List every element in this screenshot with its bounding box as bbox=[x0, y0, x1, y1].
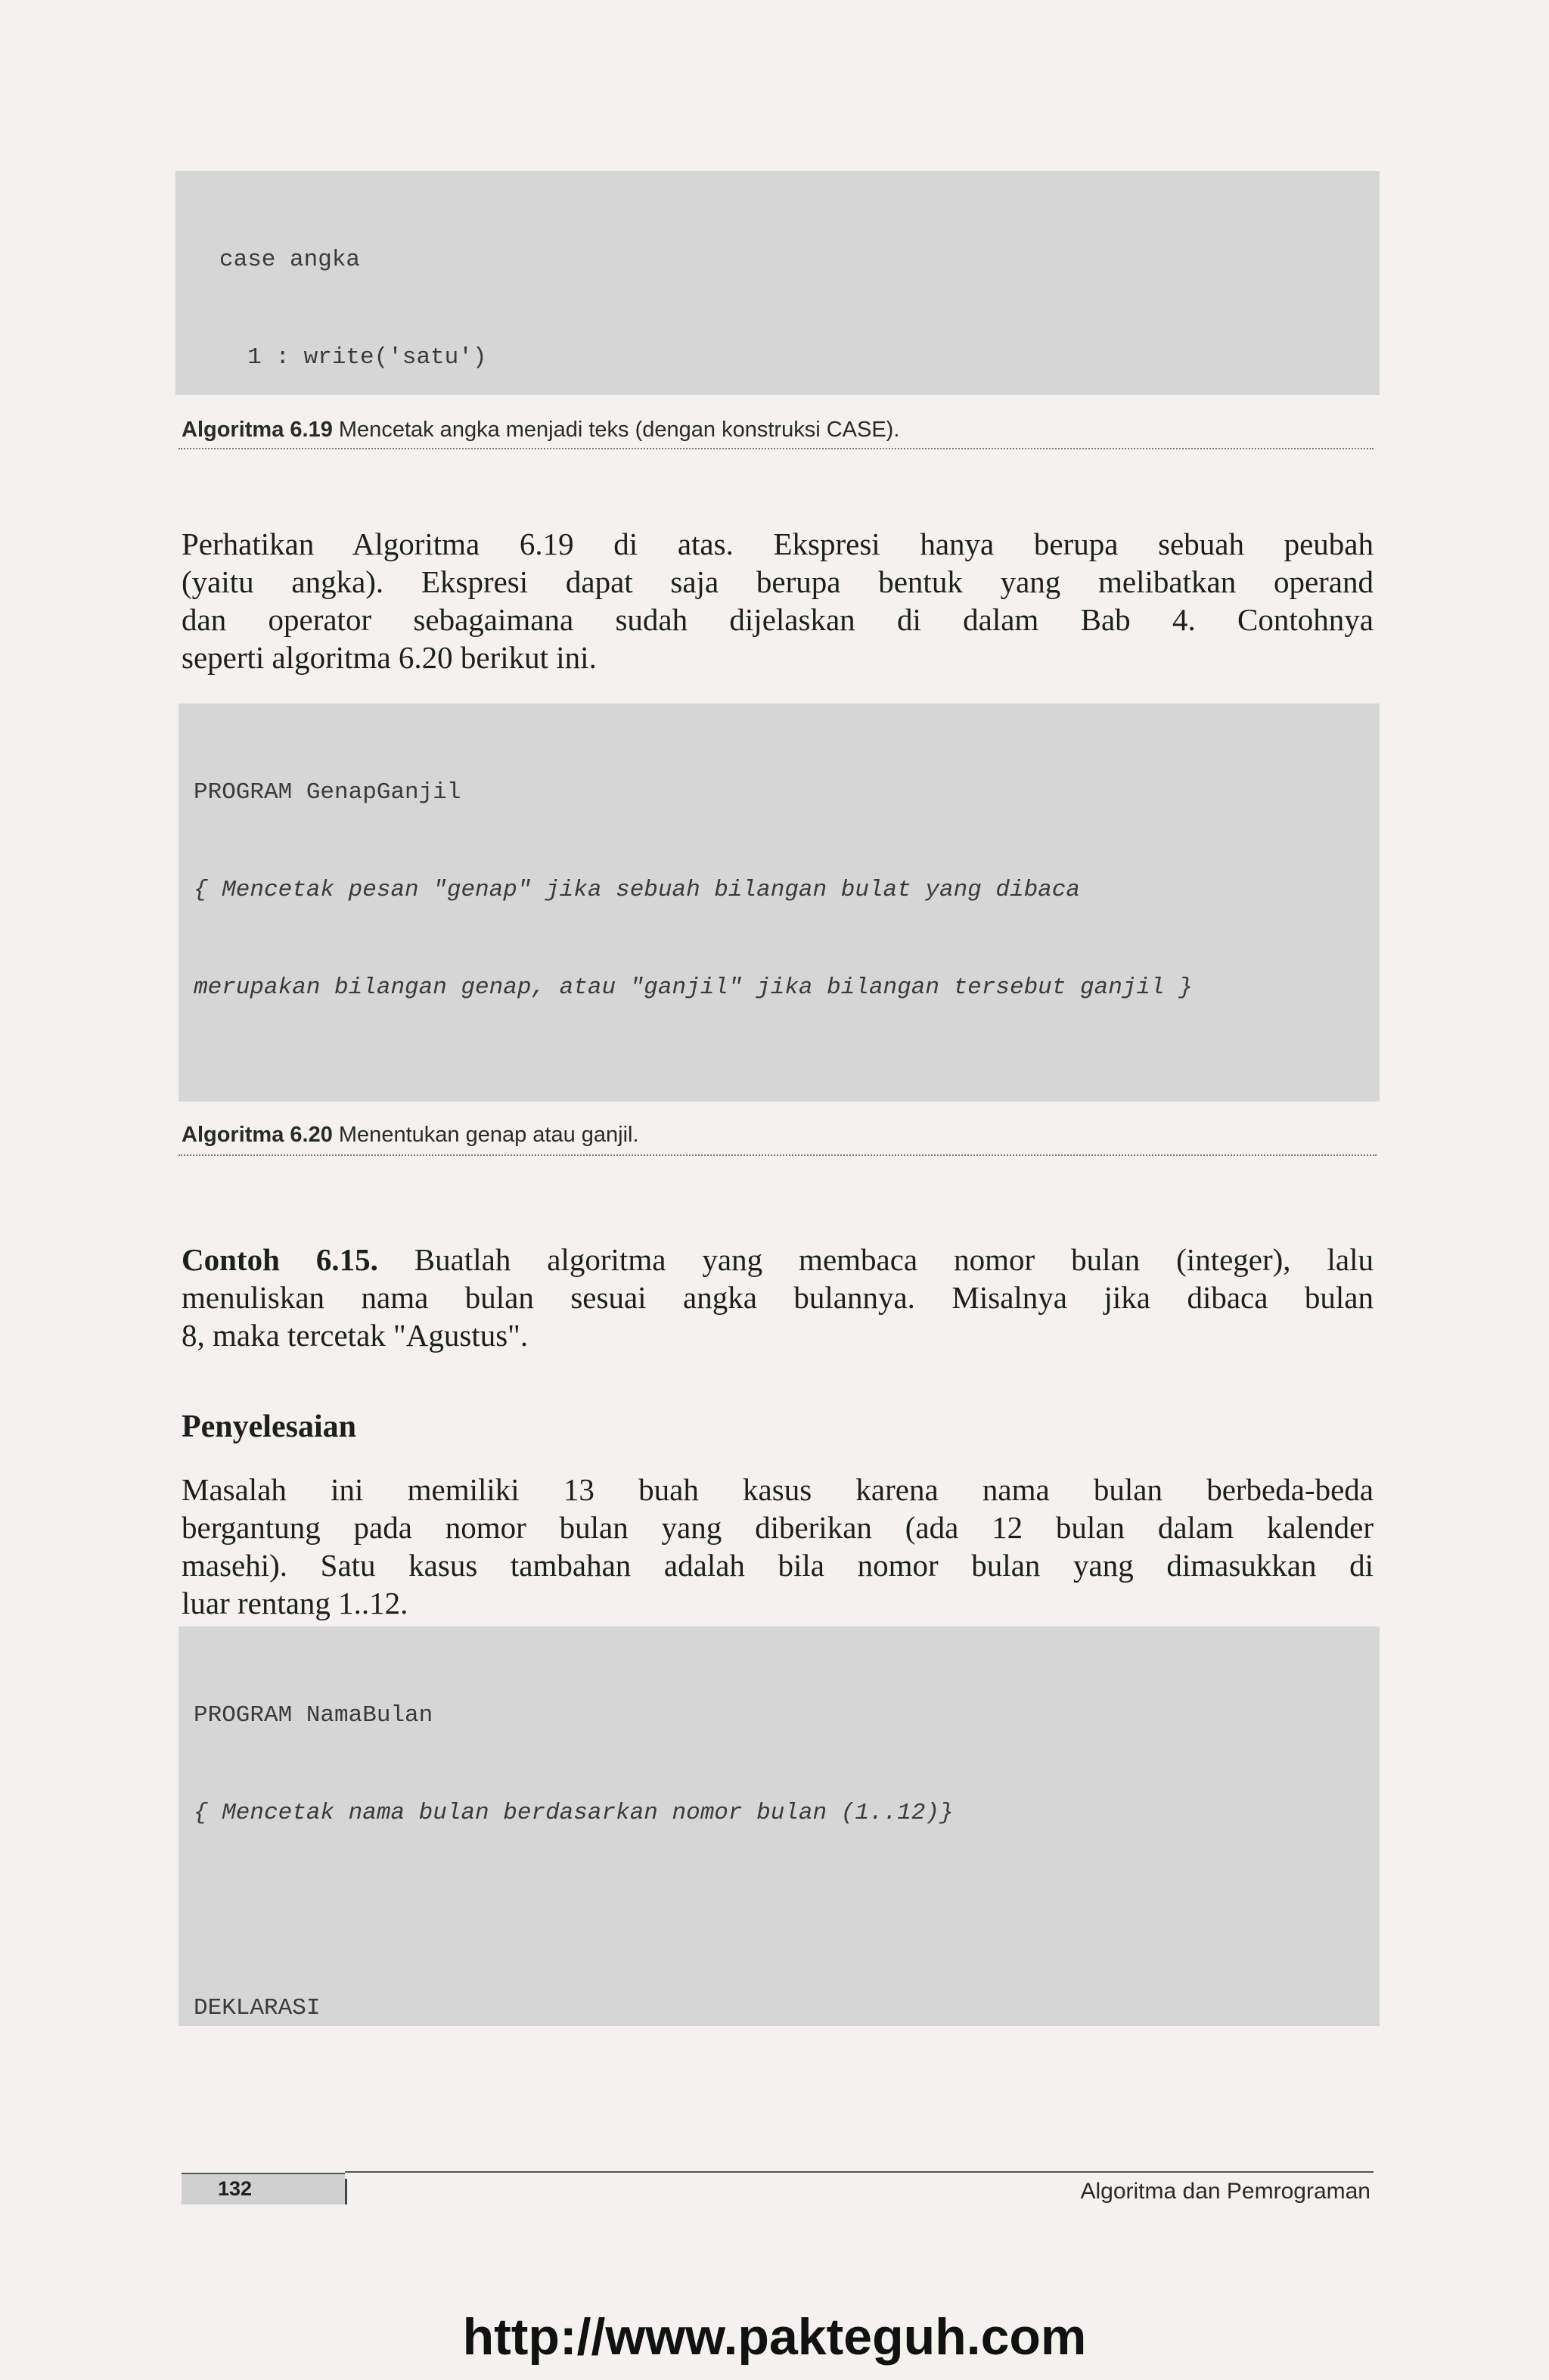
code-comment: merupakan bilangan genap, atau "ganjil" jika bilangan tersebut ganjil } bbox=[194, 974, 1193, 1001]
code-line: case angka bbox=[219, 247, 361, 273]
paragraph-line: Masalah ini memiliki 13 buah kasus karena nama bulan berbeda-beda bbox=[182, 1472, 1374, 1507]
caption-algoritma-6-19 bbox=[182, 418, 899, 443]
footer-rule bbox=[345, 2171, 1374, 2173]
paragraph-line: menuliskan nama bulan sesuai angka bulannya. Misalnya jika dibaca bulan bbox=[182, 1280, 1374, 1315]
divider bbox=[178, 1154, 1377, 1156]
section-heading: Penyelesaian bbox=[182, 1409, 356, 1444]
caption-label: Algoritma 6.20 bbox=[182, 1123, 333, 1147]
paragraph-line: 8, maka tercetak "Agustus". bbox=[182, 1318, 529, 1353]
watermark-url: http://www.pakteguh.com bbox=[462, 2308, 1087, 2366]
code-line: DEKLARASI bbox=[194, 1995, 321, 2021]
code-block-nama-bulan bbox=[178, 1627, 1380, 2026]
code-block-algoritma-6-20 bbox=[178, 704, 1380, 1101]
caption-text: Mencetak angka menjadi teks (dengan konstruksi CASE). bbox=[332, 418, 900, 442]
footer-separator bbox=[345, 2179, 347, 2204]
caption-text: Menentukan genap atau ganjil. bbox=[332, 1123, 639, 1147]
code-block-algoritma-6-19 bbox=[175, 171, 1380, 395]
caption-label: Algoritma 6.19 bbox=[182, 418, 333, 442]
code-comment: { Mencetak pesan "genap" jika sebuah bilangan bulat yang dibaca bbox=[194, 877, 1080, 903]
example-label: Contoh 6.15. bbox=[182, 1242, 378, 1277]
paragraph-line: bergantung pada nomor bulan yang diberikan (ada 12 bulan dalam kalender bbox=[182, 1510, 1374, 1545]
paragraph-line bbox=[182, 1241, 1374, 1279]
code-line: PROGRAM GenapGanjil bbox=[194, 779, 461, 806]
divider bbox=[178, 448, 1374, 449]
code-line: PROGRAM NamaBulan bbox=[194, 1702, 433, 1729]
code-line: 1 : write('satu') bbox=[219, 344, 487, 371]
paragraph-solution bbox=[182, 1471, 1374, 1622]
paragraph-line: dan operator sebagaimana sudah dijelaskan di dalam Bab 4. Contohnya bbox=[182, 602, 1374, 637]
paragraph-line: (yaitu angka). Ekspresi dapat saja berupa bentuk yang melibatkan operand bbox=[182, 564, 1374, 599]
paragraph-line: seperti algoritma 6.20 berikut ini. bbox=[182, 640, 597, 675]
code-gap bbox=[194, 1069, 1364, 1101]
example-text: Buatlah algoritma yang membaca nomor bulan (integer), lalu bbox=[377, 1242, 1374, 1277]
paragraph-example bbox=[182, 1241, 1374, 1354]
running-footer-title: Algoritma dan Pemrograman bbox=[1080, 2179, 1371, 2204]
paragraph-line: masehi). Satu kasus tambahan adalah bila nomor bulan yang dimasukkan di bbox=[182, 1548, 1374, 1583]
caption-algoritma-6-20 bbox=[182, 1123, 639, 1148]
paragraph-line: luar rentang 1..12. bbox=[182, 1586, 408, 1620]
paragraph-line: Perhatikan Algoritma 6.19 di atas. Ekspresi hanya berupa sebuah peubah bbox=[182, 527, 1374, 561]
paragraph-intro bbox=[182, 525, 1374, 676]
code-gap bbox=[194, 1894, 1364, 1927]
page-number: 132 bbox=[182, 2173, 345, 2204]
code-comment: { Mencetak nama bulan berdasarkan nomor bulan (1..12)} bbox=[194, 1800, 954, 1826]
